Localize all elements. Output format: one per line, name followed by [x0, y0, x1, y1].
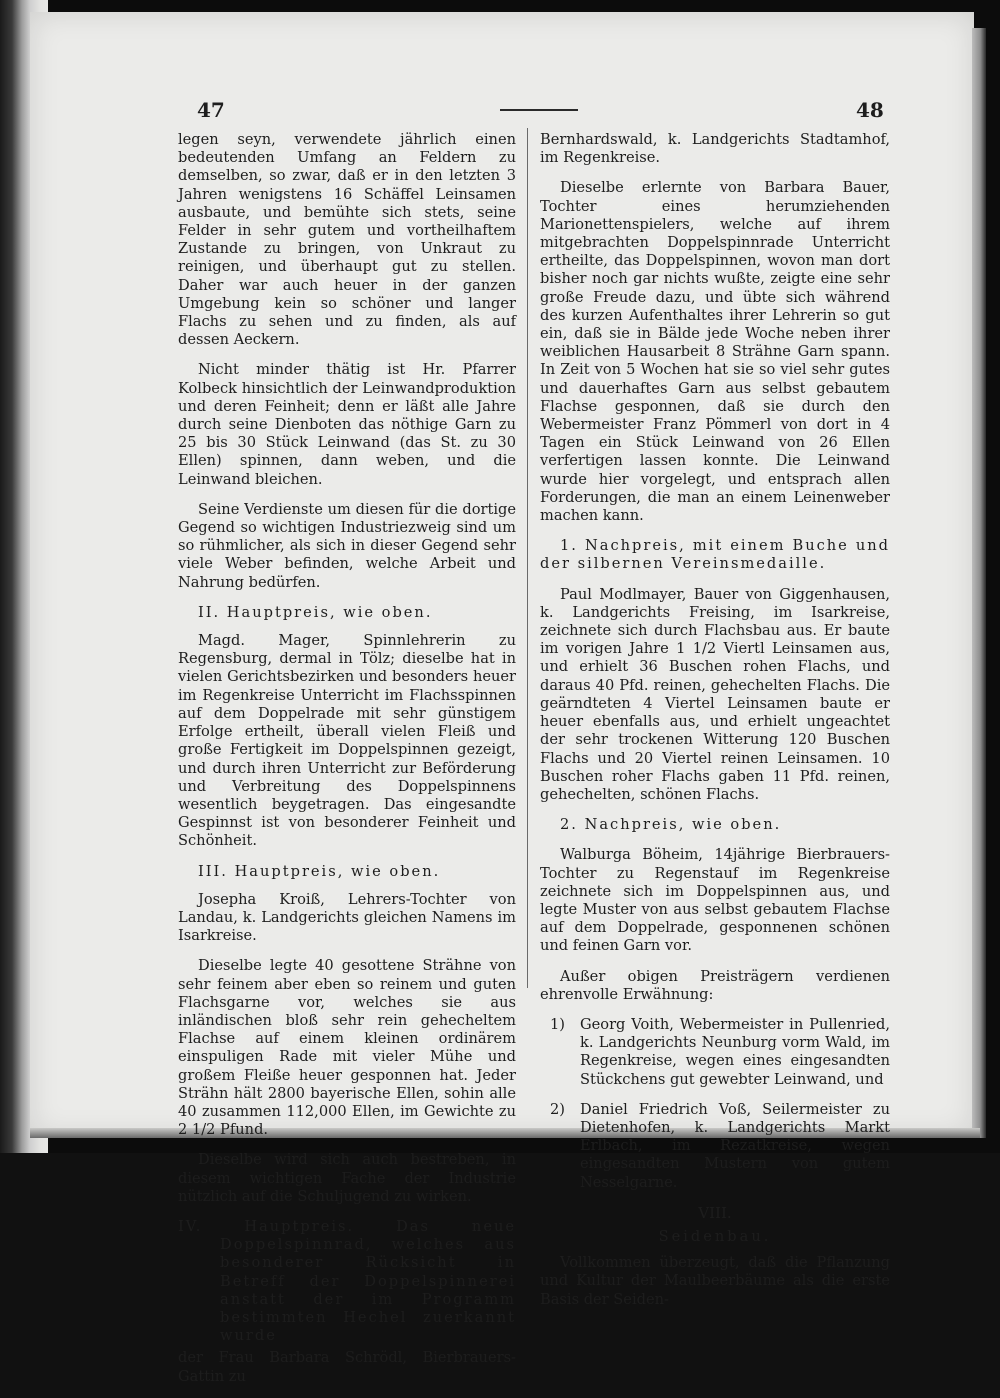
paragraph: Vollkommen überzeugt, daß die Pflanzung und Kultur der Maulbeerbäume als die erste Basis der Seiden-	[540, 1254, 890, 1308]
paragraph: Seine Verdienste um diesen für die dortige Gegend so wichtigen Industriezweig sind um so rühmlicher, als sich in dieser Gegend sehr viele Weber befinden, welche Arbeit und Nahrung bedürfen.	[178, 500, 516, 591]
list-item	[540, 1101, 890, 1192]
paragraph: legen seyn, verwendete jährlich einen bedeutenden Umfang an Feldern zu demselben, so zwar, daß er in den letzten 3 Jahren wenigstens 16 Schäffel Leinsamen ausbaute, und bemühte sich stets, seine Felder in sehr gutem und vortheilhaftem Zustande zu bringen, von Unkraut zu reinigen, und überhaupt gut zu stellen. Daher war auch heuer in der ganzen Umgebung kein so schöner und langer Flachs zu sehen und zu finden, als auf dessen Aeckern.	[178, 131, 516, 349]
list-marker: 2)	[550, 1100, 565, 1118]
paragraph: Außer obigen Preisträgern verdienen ehrenvolle Erwähnung:	[540, 967, 890, 1003]
prize-heading: III. Hauptpreis, wie oben.	[198, 862, 441, 880]
paragraph: Bernhardswald, k. Landgerichts Stadtamhof, im Regenkreise.	[540, 131, 890, 167]
paragraph: Josepha Kroiß, Lehrers-Tochter von Landau, k. Landgerichts gleichen Namens im Isarkreise.	[178, 890, 516, 945]
column-divider	[527, 128, 528, 988]
paragraph: Walburga Böheim, 14jährige Bierbrauers-Tochter zu Regenstauf im Regenkreise zeichnete sich im Doppelspinnen aus, und legte Muster von aus selbst gebautem Flachse auf dem Doppelrade, gesponnenen schönen und feinen Garn vor.	[540, 846, 890, 955]
prize-heading: IV. Hauptpreis. Das neue Doppelspinnrad, welches aus besonderer Rücksicht in Betreff der Doppelspinnerei anstatt der im Programm bestimmten Hechel zuerkannt wurde	[178, 1217, 516, 1345]
right-column	[540, 131, 890, 1321]
page-number-right: 48	[856, 98, 884, 122]
list-item	[540, 1016, 890, 1089]
section-title: Seidenbau.	[658, 1227, 772, 1245]
section-number: VIII.	[698, 1203, 732, 1222]
prize-heading: 2. Nachpreis, wie oben.	[560, 816, 782, 834]
paragraph: Dieselbe legte 40 gesottene Strähne von sehr feinem aber eben so reinem und guten Flachsgarne vor, welches sie aus inländischen bloß sehr rein gehecheltem Flachse auf einem kleinen ordinärem einspuligen Rade mit vieler Mühe und großem Fleiße heuer gesponnen hat. Jeder Strähn hält 2800 bayerische Ellen, sohin alle 40 zusammen 112,000 Ellen, im Gewichte zu 2 1/2 Pfund.	[178, 957, 516, 1139]
paragraph: Magd. Mager, Spinnlehrerin zu Regensburg, dermal in Tölz; dieselbe hat in vielen Gerichtsbezirken und besonders heuer im Regenkreise Unterricht im Flachsspinnen auf dem Doppelrade mit sehr günstigem Erfolge ertheilt, überall vielen Fleiß und große Fertigkeit im Doppelspinnen gezeigt, und durch ihren Unterricht zur Beförderung und Verbreitung des Doppelspinnens wesentlich beygetragen. Das eingesandte Gespinnst ist von besonderer Feinheit und Schönheit.	[178, 632, 516, 850]
paragraph: Nicht minder thätig ist Hr. Pfarrer Kolbeck hinsichtlich der Leinwandproduktion und deren Feinheit; denn er läßt alle Jahre durch seine Dienboten das nöthige Garn zu 25 bis 30 Stück Leinwand (das St. zu 30 Ellen) spinnen, dann weben, und die Leinwand bleichen.	[178, 361, 516, 488]
list-item-text: Daniel Friedrich Voß, Seilermeister zu Dietenhofen, k. Landgerichts Markt Erlbach, im Rezatkreise, wegen eingesandten Mustern von gutem Nesselgarne.	[580, 1100, 890, 1191]
prize-heading: 1. Nachpreis, mit einem Buche und der silbernen Vereinsmedaille.	[540, 537, 890, 573]
prize-heading: II. Hauptpreis, wie oben.	[198, 603, 433, 621]
page-edge	[972, 28, 986, 1138]
list-marker: 1)	[550, 1015, 565, 1033]
paragraph: Paul Modlmayer, Bauer von Giggenhausen, k. Landgerichts Freising, im Isarkreise, zeichnete sich durch Flachsbau aus. Er baute im vorigen Jahre 1 1/2 Viertl Leinsamen aus, und erhielt 36 Buschen rohen Flachs, und daraus 40 Pfd. reinen, gehechelten Flachs. Die geärndteten 4 Viertel Leinsamen baute er heuer ebenfalls aus, und erhielt ungeachtet der sehr trockenen Witterung 120 Buschen Flachs und 20 Viertel reinen Leinsamen. 10 Buschen roher Flachs gaben 11 Pfd. reinen, gehechelten, schönen Flachs.	[540, 585, 890, 803]
left-column	[178, 131, 516, 1398]
page-number-left: 47	[197, 98, 225, 122]
paragraph: der Frau Barbara Schrödl, Bierbrauers-Gattin zu	[178, 1349, 516, 1385]
paragraph: Dieselbe erlernte von Barbara Bauer, Tochter eines herumziehenden Marionettenspielers, welche auf ihrem mitgebrachten Doppelspinnrade Unterricht ertheilte, das Doppelspinnen, wovon man dort bisher noch gar nichts wußte, zeigte eine sehr große Freude dazu, und übte sich während des kurzen Aufenthaltes ihrer Lehrerin so gut ein, daß sie in Bälde jede Woche neben ihrer weiblichen Hausarbeit 8 Strähne Garn spann. In Zeit von 5 Wochen hat sie so viel sehr gutes und dauerhaftes Garn aus selbst gebautem Flachse gesponnen, daß sie durch den Webermeister Franz Pömmerl von dort in 4 Tagen ein Stück Leinwand von 26 Ellen verfertigen lassen konnte. Die Leinwand wurde hier vorgelegt, und entsprach allen Forderungen, die man an einem Leinenweber machen kann.	[540, 179, 890, 525]
list-item-text: Georg Voith, Webermeister in Pullenried, k. Landgerichts Neunburg vorm Wald, im Regenkreise, wegen eines eingesandten Stückchens gut gewebter Leinwand, und	[580, 1015, 890, 1088]
paragraph: Dieselbe wird sich auch bestreben, in diesem wichtigen Fache der Industrie nützlich auf die Schuljugend zu wirken.	[178, 1151, 516, 1205]
header-rule	[500, 109, 578, 111]
mention-list	[540, 1016, 890, 1192]
